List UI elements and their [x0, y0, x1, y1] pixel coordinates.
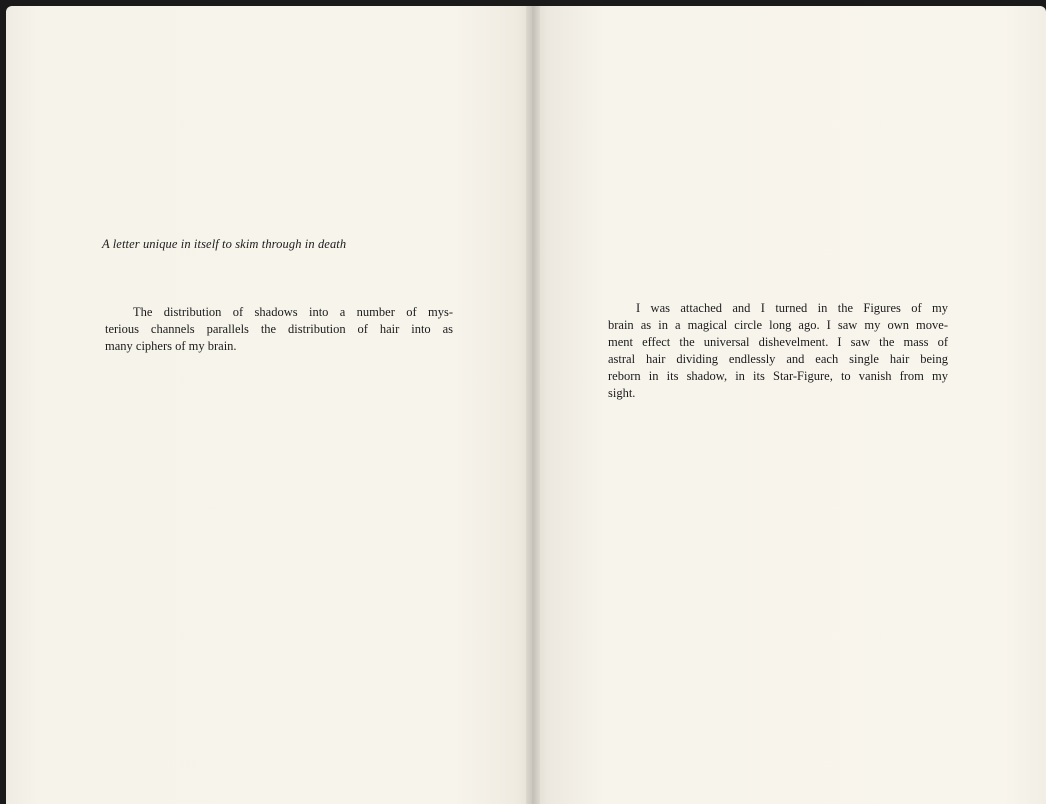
show-through-text	[106, 174, 229, 208]
paragraph-line: The distribution of shadows into a number of mys-	[133, 305, 453, 319]
right-page	[532, 6, 1046, 804]
left-page	[6, 6, 532, 804]
paragraph-line: astral hair dividing endlessly and each single hair being	[608, 352, 948, 366]
paragraph-line: reborn in its shadow, in its Star-Figure, to vanish from my	[608, 369, 948, 383]
paragraph-line: ment effect the universal dishevelment. I saw the mass of	[608, 335, 948, 349]
page-caption: A letter unique in itself to skim through in death	[102, 237, 347, 251]
paragraph-line: I was attached and I turned in the Figures of my	[636, 301, 948, 315]
paragraph-line: many ciphers of my brain.	[105, 339, 237, 353]
book-spine-shadow	[526, 6, 540, 804]
paragraph-line: terious channels parallels the distribution of hair into as	[105, 322, 453, 336]
right-paragraph	[608, 300, 948, 402]
left-paragraph	[105, 304, 453, 355]
paragraph-line: sight.	[608, 386, 636, 400]
paragraph-line: brain as in a magical circle long ago. I saw my own move-	[608, 318, 948, 332]
